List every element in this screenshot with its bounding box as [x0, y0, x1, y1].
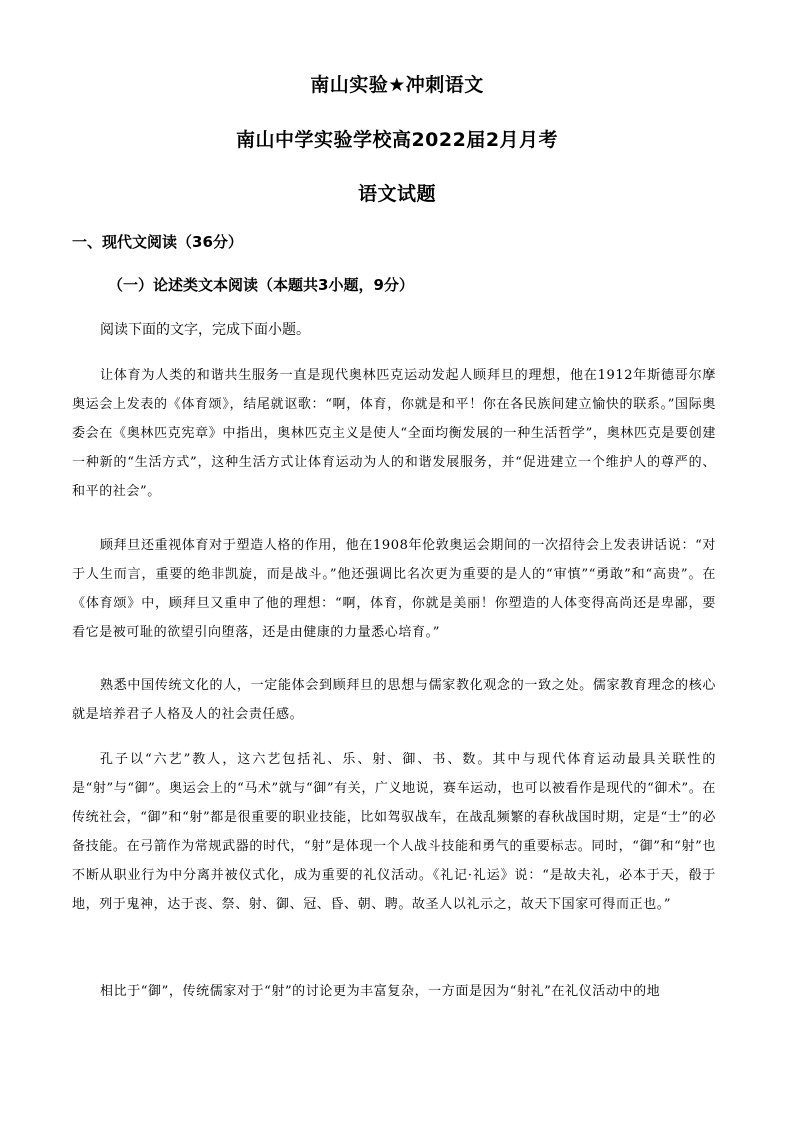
- passage-paragraph-3: 熟悉中国传统文化的人，一定能体会到顾拜旦的思想与儒家教化观念的一致之处。儒家教育理念的核心就是培养君子人格及人的社会责任感。: [72, 678, 716, 722]
- passage-paragraph-5: 相比于“御”，传统儒家对于“射”的讨论更为丰富复杂，一方面是因为“射礼”在礼仪活动中的地: [100, 984, 661, 999]
- reading-instruction: 阅读下面的文字，完成下面小题。: [100, 322, 310, 338]
- exam-banner-title: 南山实验★冲刺语文: [310, 74, 484, 96]
- section-heading: 一、现代文阅读（36分）: [72, 233, 243, 251]
- passage-paragraph-4: 孔子以“六艺”教人，这六艺包括礼、乐、射、御、书、数。其中与现代体育运动最具关联性的是“射”与“御”。奥运会上的“马术”就与“御”有关，广义地说，赛车运动，也可以被看作是现代的“御术”。在传统社会，“御”和“射”都是很重要的职业技能，比如驾驭战车，在战乱频繁的春秋战国时期，定是“士”的必备技能。在弓箭作为常规武器的时代，“射”是体现一个人战斗技能和勇气的重要标志。同时，“御”和“射”也不断从职业行为中分离并被仪式化，成为重要的礼仪活动。《礼记·礼运》说：“是故夫礼，必本于天，殽于地，列于鬼神，达于丧、祭、射、御、冠、昏、朝、聘。故圣人以礼示之，故天下国家可得而正也。”: [72, 752, 716, 912]
- exam-school-title: 南山中学实验学校高2022届2月月考: [235, 129, 559, 151]
- passage-paragraph-1: 让体育为人类的和谐共生服务一直是现代奥林匹克运动发起人顾拜旦的理想，他在1912年斯德哥尔摩奥运会上发表的《体育颂》，结尾就讴歌：“啊，体育，你就是和平！你在各民族间建立愉快的联系。”国际奥委会在《奥林匹克宪章》中指出，奥林匹克主义是使人“全面均衡发展的一种生活哲学”，奥林匹克是要创建一种新的“生活方式”，这种生活方式让体育运动为人的和谐发展服务，并“促进建立一个维护人的尊严的、和平的社会”。: [72, 368, 716, 499]
- passage-paragraph-2: 顾拜旦还重视体育对于塑造人格的作用，他在1908年伦敦奥运会期间的一次招待会上发表讲话说：“对于人生而言，重要的绝非凯旋，而是战斗。”他还强调比名次更为重要的是人的“审慎”“勇敢”和“高贵”。在《体育颂》中，顾拜旦又重申了他的理想：“啊，体育，你就是美丽！你塑造的人体变得高尚还是卑鄙，要看它是被可耻的欲望引向堕落，还是由健康的力量悉心培育。”: [72, 538, 716, 640]
- subsection-heading: （一）论述类文本阅读（本题共3小题，9分）: [108, 276, 414, 294]
- exam-subject-title: 语文试题: [357, 183, 436, 205]
